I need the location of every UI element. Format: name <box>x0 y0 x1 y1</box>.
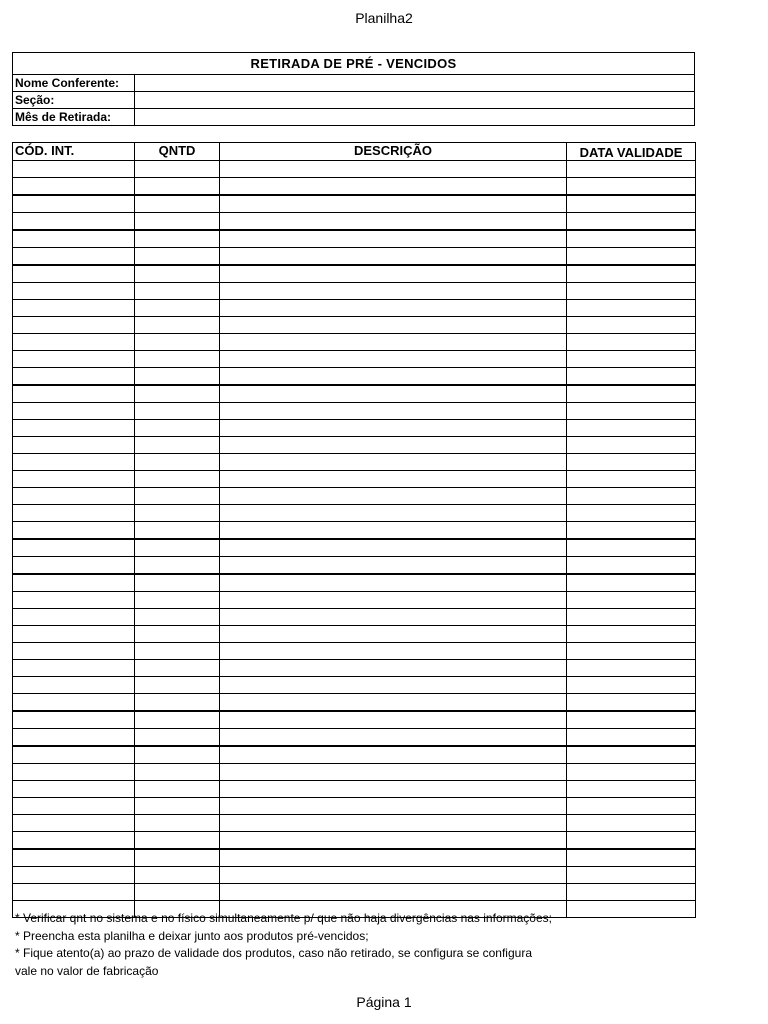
table-row <box>13 437 696 454</box>
cell-cod-int[interactable] <box>13 300 135 317</box>
cell-cod-int[interactable] <box>13 403 135 420</box>
cell-descricao[interactable] <box>220 711 567 729</box>
cell-data-validade[interactable] <box>567 351 696 368</box>
cell-qntd[interactable] <box>135 403 220 420</box>
cell-cod-int[interactable] <box>13 351 135 368</box>
table-row <box>13 265 696 283</box>
table-row <box>13 694 696 712</box>
cell-cod-int[interactable] <box>13 195 135 213</box>
note-line: * Verificar qnt no sistema e no físico simultaneamente p/ que não haja divergências nas informações; <box>15 911 552 925</box>
cell-descricao[interactable] <box>220 385 567 403</box>
cell-data-validade[interactable] <box>567 781 696 798</box>
table-row <box>13 505 696 522</box>
cell-cod-int[interactable] <box>13 283 135 300</box>
cell-data-validade[interactable] <box>567 901 696 918</box>
cell-data-validade[interactable] <box>567 437 696 454</box>
cell-descricao[interactable] <box>220 746 567 764</box>
table-row <box>13 300 696 317</box>
cell-descricao[interactable] <box>220 248 567 266</box>
field-input-secao[interactable] <box>135 92 695 109</box>
table-row <box>13 677 696 694</box>
cell-cod-int[interactable] <box>13 609 135 626</box>
cell-data-validade[interactable] <box>567 385 696 403</box>
cell-descricao[interactable] <box>220 403 567 420</box>
cell-qntd[interactable] <box>135 711 220 729</box>
cell-cod-int[interactable] <box>13 317 135 334</box>
cell-qntd[interactable] <box>135 867 220 884</box>
cell-qntd[interactable] <box>135 815 220 832</box>
field-label-secao: Seção: <box>13 92 135 109</box>
table-row <box>13 351 696 368</box>
cell-cod-int[interactable] <box>13 385 135 403</box>
table-header-row <box>13 143 696 161</box>
table-row <box>13 403 696 420</box>
cell-data-validade[interactable] <box>567 815 696 832</box>
cell-qntd[interactable] <box>135 798 220 815</box>
cell-descricao[interactable] <box>220 694 567 712</box>
cell-descricao[interactable] <box>220 592 567 609</box>
cell-descricao[interactable] <box>220 522 567 540</box>
table-row <box>13 317 696 334</box>
items-table <box>12 142 696 918</box>
cell-cod-int[interactable] <box>13 161 135 178</box>
column-header-data-validade: DATA VALIDADE <box>567 143 696 161</box>
cell-descricao[interactable] <box>220 265 567 283</box>
cell-data-validade[interactable] <box>567 178 696 196</box>
cell-descricao[interactable] <box>220 334 567 351</box>
cell-qntd[interactable] <box>135 677 220 694</box>
cell-data-validade[interactable] <box>567 884 696 901</box>
cell-qntd[interactable] <box>135 643 220 660</box>
table-row <box>13 781 696 798</box>
table-row <box>13 420 696 437</box>
table-row <box>13 334 696 351</box>
sheet-name: Planilha2 <box>355 10 413 26</box>
cell-descricao[interactable] <box>220 781 567 798</box>
table-row <box>13 471 696 488</box>
cell-qntd[interactable] <box>135 729 220 747</box>
cell-data-validade[interactable] <box>567 592 696 609</box>
cell-qntd[interactable] <box>135 368 220 386</box>
cell-data-validade[interactable] <box>567 746 696 764</box>
cell-data-validade[interactable] <box>567 660 696 677</box>
field-label-mes-retirada: Mês de Retirada: <box>13 109 135 126</box>
column-header-qntd: QNTD <box>135 143 220 161</box>
cell-descricao[interactable] <box>220 488 567 505</box>
cell-qntd[interactable] <box>135 832 220 850</box>
cell-qntd[interactable] <box>135 746 220 764</box>
cell-data-validade[interactable] <box>567 505 696 522</box>
cell-qntd[interactable] <box>135 539 220 557</box>
cell-qntd[interactable] <box>135 454 220 471</box>
cell-data-validade[interactable] <box>567 694 696 712</box>
cell-qntd[interactable] <box>135 781 220 798</box>
page-number: Página 1 <box>356 994 412 1010</box>
cell-descricao[interactable] <box>220 660 567 677</box>
cell-qntd[interactable] <box>135 471 220 488</box>
cell-qntd[interactable] <box>135 574 220 592</box>
cell-data-validade[interactable] <box>567 798 696 815</box>
cell-data-validade[interactable] <box>567 195 696 213</box>
cell-descricao[interactable] <box>220 420 567 437</box>
cell-cod-int[interactable] <box>13 265 135 283</box>
cell-data-validade[interactable] <box>567 471 696 488</box>
cell-descricao[interactable] <box>220 867 567 884</box>
cell-cod-int[interactable] <box>13 454 135 471</box>
cell-cod-int[interactable] <box>13 574 135 592</box>
cell-qntd[interactable] <box>135 557 220 575</box>
cell-descricao[interactable] <box>220 300 567 317</box>
field-row-secao <box>13 92 695 109</box>
cell-cod-int[interactable] <box>13 522 135 540</box>
table-row <box>13 574 696 592</box>
cell-qntd[interactable] <box>135 849 220 867</box>
cell-cod-int[interactable] <box>13 798 135 815</box>
cell-descricao[interactable] <box>220 626 567 643</box>
cell-qntd[interactable] <box>135 317 220 334</box>
cell-qntd[interactable] <box>135 178 220 196</box>
cell-data-validade[interactable] <box>567 849 696 867</box>
cell-data-validade[interactable] <box>567 454 696 471</box>
cell-data-validade[interactable] <box>567 248 696 266</box>
cell-cod-int[interactable] <box>13 213 135 231</box>
table-row <box>13 643 696 660</box>
cell-cod-int[interactable] <box>13 729 135 747</box>
cell-data-validade[interactable] <box>567 283 696 300</box>
table-row <box>13 711 696 729</box>
cell-qntd[interactable] <box>135 385 220 403</box>
cell-qntd[interactable] <box>135 161 220 178</box>
cell-descricao[interactable] <box>220 283 567 300</box>
cell-data-validade[interactable] <box>567 300 696 317</box>
cell-descricao[interactable] <box>220 832 567 850</box>
cell-qntd[interactable] <box>135 884 220 901</box>
cell-data-validade[interactable] <box>567 265 696 283</box>
table-row <box>13 161 696 178</box>
cell-descricao[interactable] <box>220 574 567 592</box>
cell-descricao[interactable] <box>220 815 567 832</box>
cell-cod-int[interactable] <box>13 334 135 351</box>
cell-qntd[interactable] <box>135 283 220 300</box>
cell-cod-int[interactable] <box>13 626 135 643</box>
cell-descricao[interactable] <box>220 213 567 231</box>
cell-descricao[interactable] <box>220 609 567 626</box>
cell-descricao[interactable] <box>220 557 567 575</box>
cell-qntd[interactable] <box>135 334 220 351</box>
cell-cod-int[interactable] <box>13 178 135 196</box>
cell-data-validade[interactable] <box>567 643 696 660</box>
cell-cod-int[interactable] <box>13 420 135 437</box>
table-row <box>13 539 696 557</box>
table-row <box>13 557 696 575</box>
cell-data-validade[interactable] <box>567 488 696 505</box>
cell-cod-int[interactable] <box>13 471 135 488</box>
note-line: * Preencha esta planilha e deixar junto aos produtos pré-vencidos; <box>15 928 369 943</box>
cell-descricao[interactable] <box>220 368 567 386</box>
cell-data-validade[interactable] <box>567 213 696 231</box>
table-row <box>13 488 696 505</box>
table-row <box>13 248 696 266</box>
cell-cod-int[interactable] <box>13 832 135 850</box>
cell-descricao[interactable] <box>220 539 567 557</box>
table-row <box>13 230 696 248</box>
cell-descricao[interactable] <box>220 764 567 781</box>
cell-data-validade[interactable] <box>567 609 696 626</box>
cell-data-validade[interactable] <box>567 403 696 420</box>
cell-qntd[interactable] <box>135 626 220 643</box>
table-row <box>13 385 696 403</box>
cell-data-validade[interactable] <box>567 832 696 850</box>
table-row <box>13 849 696 867</box>
cell-qntd[interactable] <box>135 437 220 454</box>
cell-data-validade[interactable] <box>567 161 696 178</box>
cell-qntd[interactable] <box>135 694 220 712</box>
cell-qntd[interactable] <box>135 660 220 677</box>
table-row <box>13 213 696 231</box>
table-row <box>13 626 696 643</box>
table-row <box>13 609 696 626</box>
cell-cod-int[interactable] <box>13 815 135 832</box>
cell-cod-int[interactable] <box>13 884 135 901</box>
cell-data-validade[interactable] <box>567 764 696 781</box>
cell-cod-int[interactable] <box>13 849 135 867</box>
cell-qntd[interactable] <box>135 420 220 437</box>
cell-qntd[interactable] <box>135 300 220 317</box>
cell-qntd[interactable] <box>135 505 220 522</box>
cell-cod-int[interactable] <box>13 694 135 712</box>
cell-data-validade[interactable] <box>567 334 696 351</box>
table-row <box>13 522 696 540</box>
cell-cod-int[interactable] <box>13 592 135 609</box>
cell-descricao[interactable] <box>220 437 567 454</box>
cell-cod-int[interactable] <box>13 505 135 522</box>
form-title: RETIRADA DE PRÉ - VENCIDOS <box>13 53 695 75</box>
cell-qntd[interactable] <box>135 522 220 540</box>
table-row <box>13 867 696 884</box>
table-row <box>13 764 696 781</box>
cell-data-validade[interactable] <box>567 317 696 334</box>
cell-descricao[interactable] <box>220 505 567 522</box>
column-header-descricao: DESCRIÇÃO <box>220 143 567 161</box>
cell-data-validade[interactable] <box>567 230 696 248</box>
cell-qntd[interactable] <box>135 609 220 626</box>
cell-descricao[interactable] <box>220 798 567 815</box>
cell-qntd[interactable] <box>135 213 220 231</box>
field-row-conferente <box>13 75 695 92</box>
cell-data-validade[interactable] <box>567 420 696 437</box>
cell-qntd[interactable] <box>135 488 220 505</box>
cell-data-validade[interactable] <box>567 539 696 557</box>
table-row <box>13 815 696 832</box>
table-row <box>13 178 696 196</box>
cell-descricao[interactable] <box>220 161 567 178</box>
field-row-mes <box>13 109 695 126</box>
cell-data-validade[interactable] <box>567 557 696 575</box>
cell-cod-int[interactable] <box>13 746 135 764</box>
cell-cod-int[interactable] <box>13 711 135 729</box>
cell-qntd[interactable] <box>135 265 220 283</box>
cell-descricao[interactable] <box>220 729 567 747</box>
cell-descricao[interactable] <box>220 471 567 488</box>
cell-data-validade[interactable] <box>567 368 696 386</box>
form-header-table <box>12 52 695 126</box>
cell-data-validade[interactable] <box>567 677 696 694</box>
cell-descricao[interactable] <box>220 230 567 248</box>
table-row <box>13 592 696 609</box>
cell-qntd[interactable] <box>135 592 220 609</box>
cell-descricao[interactable] <box>220 351 567 368</box>
cell-descricao[interactable] <box>220 178 567 196</box>
cell-qntd[interactable] <box>135 195 220 213</box>
table-body <box>13 161 696 918</box>
cell-data-validade[interactable] <box>567 626 696 643</box>
note-line: * Fique atento(a) ao prazo de validade dos produtos, caso não retirado, se configura se configura <box>15 946 532 960</box>
table-row <box>13 660 696 677</box>
note-line: vale no valor de fabricação <box>15 963 159 978</box>
field-input-conferente[interactable] <box>135 75 695 92</box>
table-row <box>13 884 696 901</box>
cell-descricao[interactable] <box>220 454 567 471</box>
cell-descricao[interactable] <box>220 884 567 901</box>
field-label-conferente: Nome Conferente: <box>13 75 135 92</box>
table-row <box>13 454 696 471</box>
table-row <box>13 746 696 764</box>
cell-qntd[interactable] <box>135 351 220 368</box>
cell-descricao[interactable] <box>220 643 567 660</box>
cell-cod-int[interactable] <box>13 248 135 266</box>
cell-data-validade[interactable] <box>567 711 696 729</box>
cell-data-validade[interactable] <box>567 574 696 592</box>
cell-cod-int[interactable] <box>13 643 135 660</box>
cell-data-validade[interactable] <box>567 522 696 540</box>
cell-cod-int[interactable] <box>13 230 135 248</box>
table-row <box>13 798 696 815</box>
cell-qntd[interactable] <box>135 248 220 266</box>
table-row <box>13 368 696 386</box>
cell-cod-int[interactable] <box>13 539 135 557</box>
table-row <box>13 195 696 213</box>
cell-cod-int[interactable] <box>13 781 135 798</box>
cell-cod-int[interactable] <box>13 660 135 677</box>
table-row <box>13 283 696 300</box>
table-row <box>13 832 696 850</box>
notes-block <box>15 910 552 980</box>
cell-data-validade[interactable] <box>567 867 696 884</box>
cell-cod-int[interactable] <box>13 488 135 505</box>
table-row <box>13 729 696 747</box>
cell-data-validade[interactable] <box>567 729 696 747</box>
cell-descricao[interactable] <box>220 317 567 334</box>
cell-cod-int[interactable] <box>13 677 135 694</box>
cell-cod-int[interactable] <box>13 557 135 575</box>
cell-descricao[interactable] <box>220 677 567 694</box>
cell-cod-int[interactable] <box>13 867 135 884</box>
cell-qntd[interactable] <box>135 230 220 248</box>
cell-descricao[interactable] <box>220 849 567 867</box>
field-input-mes-retirada[interactable] <box>135 109 695 126</box>
cell-cod-int[interactable] <box>13 368 135 386</box>
column-header-cod-int: CÓD. INT. <box>13 143 135 161</box>
cell-cod-int[interactable] <box>13 437 135 454</box>
cell-cod-int[interactable] <box>13 764 135 781</box>
cell-qntd[interactable] <box>135 764 220 781</box>
cell-descricao[interactable] <box>220 195 567 213</box>
